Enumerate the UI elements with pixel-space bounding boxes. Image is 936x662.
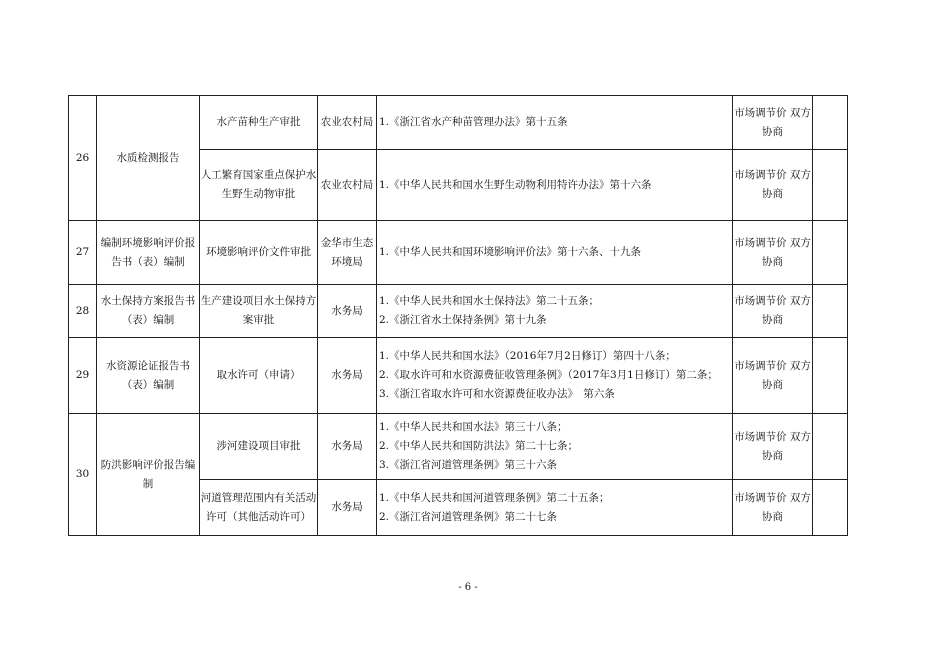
pricing-method [733, 414, 813, 480]
legal-basis [377, 414, 733, 480]
table-row [69, 338, 848, 414]
pricing-line-2: 双方协商 [762, 106, 811, 138]
row-number: 26 [69, 96, 97, 221]
service-project: 水土保持方案报告书（表）编制 [97, 285, 200, 338]
department: 水务局 [318, 480, 377, 536]
pricing-line-2: 双方协商 [762, 169, 811, 200]
department: 水务局 [318, 414, 377, 480]
pricing-line-1: 市场调节价 [734, 106, 787, 119]
pricing-line-2: 双方协商 [762, 236, 811, 268]
approval-item: 涉河建设项目审批 [200, 414, 318, 480]
approval-item: 河道管理范围内有关活动许可（其他活动许可） [200, 480, 318, 536]
approval-item: 人工繁育国家重点保护水生野生动物审批 [200, 150, 318, 221]
pricing-line-1: 市场调节价 [734, 359, 787, 372]
legal-basis [377, 221, 733, 285]
legal-basis-line: 1.《中华人民共和国水生野生动物利用特许办法》第十六条 [379, 178, 652, 191]
legal-basis [377, 480, 733, 536]
table-row [69, 221, 848, 285]
legal-basis-line: 2.《中华人民共和国防洪法》第二十七条； [379, 440, 579, 452]
service-project: 水资源论证报告书（表）编制 [97, 338, 200, 414]
remarks-cell [813, 285, 848, 338]
pricing-method [733, 480, 813, 536]
legal-basis-line: 3.《浙江省河道管理条例》第三十六条 [379, 459, 558, 471]
pricing-method [733, 221, 813, 285]
pricing-line-2: 双方协商 [762, 430, 811, 462]
legal-basis-line: 1.《中华人民共和国水土保持法》第二十五条； [379, 295, 600, 307]
department: 金华市生态环境局 [318, 221, 377, 285]
remarks-cell [813, 480, 848, 536]
row-number: 30 [69, 414, 97, 536]
legal-basis-line: 2.《取水许可和水资源费征收管理条例》（2017年3月1日修订）第二条； [379, 369, 718, 381]
row-number: 29 [69, 338, 97, 414]
pricing-line-1: 市场调节价 [734, 169, 787, 181]
legal-basis-line: 2.《浙江省水土保持条例》第十九条 [379, 314, 547, 326]
pricing-method [733, 150, 813, 221]
remarks-cell [813, 221, 848, 285]
remarks-cell [813, 150, 848, 221]
department: 农业农村局 [318, 96, 377, 150]
legal-basis [377, 338, 733, 414]
table-row [69, 96, 848, 150]
legal-basis-line: 1.《中华人民共和国环境影响评价法》第十六条、十九条 [379, 246, 642, 258]
approval-item: 环境影响评价文件审批 [200, 221, 318, 285]
row-number: 28 [69, 285, 97, 338]
legal-basis-line: 1.《浙江省水产种苗管理办法》第十五条 [379, 116, 568, 128]
legal-basis-line: 1.《中华人民共和国河道管理条例》第二十五条； [379, 491, 610, 504]
approval-item: 水产苗种生产审批 [200, 96, 318, 150]
approval-item: 取水许可（申请） [200, 338, 318, 414]
legal-basis-line: 1.《中华人民共和国水法》（2016年7月2日修订）第四十八条； [379, 350, 676, 362]
table-row [69, 414, 848, 480]
pricing-line-2: 双方协商 [762, 491, 811, 523]
pricing-line-1: 市场调节价 [734, 295, 787, 307]
department: 农业农村局 [318, 150, 377, 221]
pricing-method [733, 338, 813, 414]
legal-basis-line: 1.《中华人民共和国水法》第三十八条； [379, 421, 568, 433]
pricing-method [733, 96, 813, 150]
remarks-cell [813, 414, 848, 480]
pricing-line-2: 双方协商 [762, 359, 811, 391]
pricing-line-1: 市场调节价 [734, 236, 787, 249]
legal-basis [377, 285, 733, 338]
pricing-line-1: 市场调节价 [734, 430, 787, 443]
approval-item: 生产建设项目水土保持方案审批 [200, 285, 318, 338]
legal-basis-line: 3.《浙江省取水许可和水资源费征收办法》 第六条 [379, 388, 615, 400]
legal-basis [377, 150, 733, 221]
page-number: - 6 - [458, 582, 478, 593]
legal-basis [377, 96, 733, 150]
pricing-line-1: 市场调节价 [734, 491, 787, 504]
remarks-cell [813, 96, 848, 150]
services-table [68, 95, 848, 536]
pricing-line-2: 双方协商 [762, 295, 811, 326]
department: 水务局 [318, 338, 377, 414]
remarks-cell [813, 338, 848, 414]
service-project: 编制环境影响评价报告书（表）编制 [97, 221, 200, 285]
row-number: 27 [69, 221, 97, 285]
pricing-method [733, 285, 813, 338]
legal-basis-line: 2.《浙江省河道管理条例》第二十七条 [379, 510, 558, 523]
service-project: 水质检测报告 [97, 96, 200, 221]
service-project: 防洪影响评价报告编制 [97, 414, 200, 536]
department: 水务局 [318, 285, 377, 338]
table-row [69, 285, 848, 338]
